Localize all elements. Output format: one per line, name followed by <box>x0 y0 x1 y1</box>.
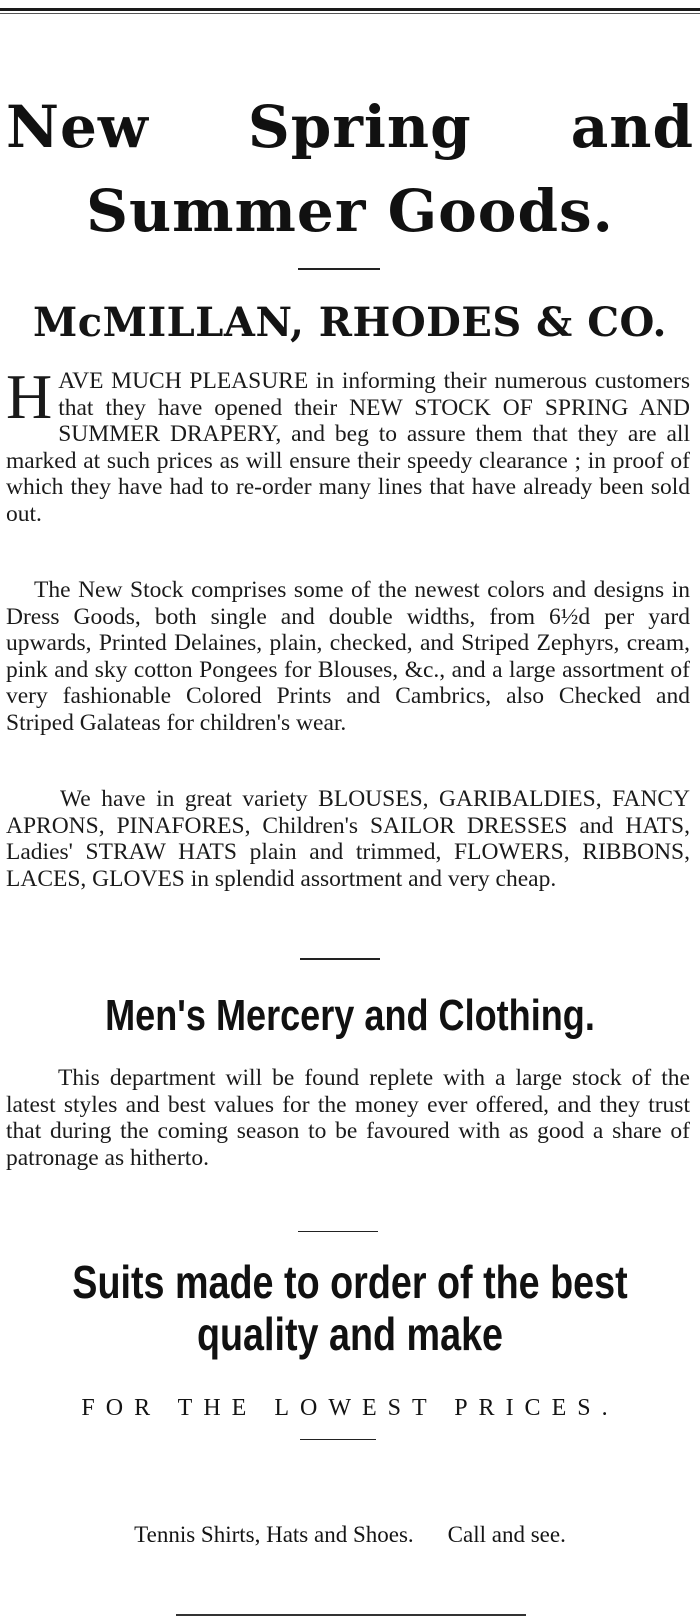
stock-paragraph: The New Stock comprises some of the newest colors and designs in Dress Goods, both single and double widths, from 6½d per yard upwards, Printed Delaines, plain, checked, and Striped Zephyrs, cream, pink and sky cotton Pongees for Blouses, &c., and a large assortment of very fashionable Colored Prints and Cambrics, also Checked and Striped Galateas for children's wear. <box>6 577 690 736</box>
top-border-rule-thin <box>0 13 700 14</box>
firm-name: McMILLAN, RHODES & CO. <box>33 299 667 346</box>
divider-rule <box>300 958 380 960</box>
headline-word-new: New <box>6 93 149 161</box>
divider-rule <box>298 268 380 270</box>
bottom-border-rule <box>176 1614 526 1616</box>
intro-paragraph <box>6 361 690 527</box>
mercery-paragraph: This department will be found replete with a large stock of the latest styles and best values for the money ever offered, and they trust that during the coming season to be favoured with as good a share of patronage as hitherto. <box>6 1065 690 1171</box>
suits-heading: Suits made to order of the best quality and make <box>72 1256 628 1360</box>
headline-line-1 <box>0 93 700 161</box>
intro-text: AVE MUCH PLEASURE in informing their numerous customers that they have opened their NEW STOCK OF SPRING AND SUMMER DRAPERY, and beg to assure them that they are all marked at such prices as will ensure their speedy clearance ; in proof of which they have had to re-order many lines that have already been sold out. <box>6 368 690 527</box>
footer-items: Tennis Shirts, Hats and Shoes. <box>134 1522 414 1547</box>
footer-call: Call and see. <box>447 1522 566 1547</box>
headline-line-2: Summer Goods. <box>86 177 614 245</box>
headline-word-and: and <box>570 93 694 161</box>
footer-line <box>0 1522 700 1548</box>
divider-rule <box>298 1231 378 1232</box>
lowest-prices-line: FOR THE LOWEST PRICES. <box>81 1395 619 1421</box>
headline-word-spring: Spring <box>247 93 472 161</box>
drop-cap: H <box>6 361 53 432</box>
divider-rule <box>300 1439 376 1440</box>
variety-paragraph: We have in great variety BLOUSES, GARIBALDIES, FANCY APRONS, PINAFORES, Children's SAILOR DRESSES and HATS, Ladies' STRAW HATS plain and trimmed, FLOWERS, RIBBONS, LACES, GLOVES in splendid assortment and very cheap. <box>6 786 690 892</box>
mercery-heading: Men's Mercery and Clothing. <box>105 991 595 1040</box>
top-border-rule <box>0 8 700 11</box>
